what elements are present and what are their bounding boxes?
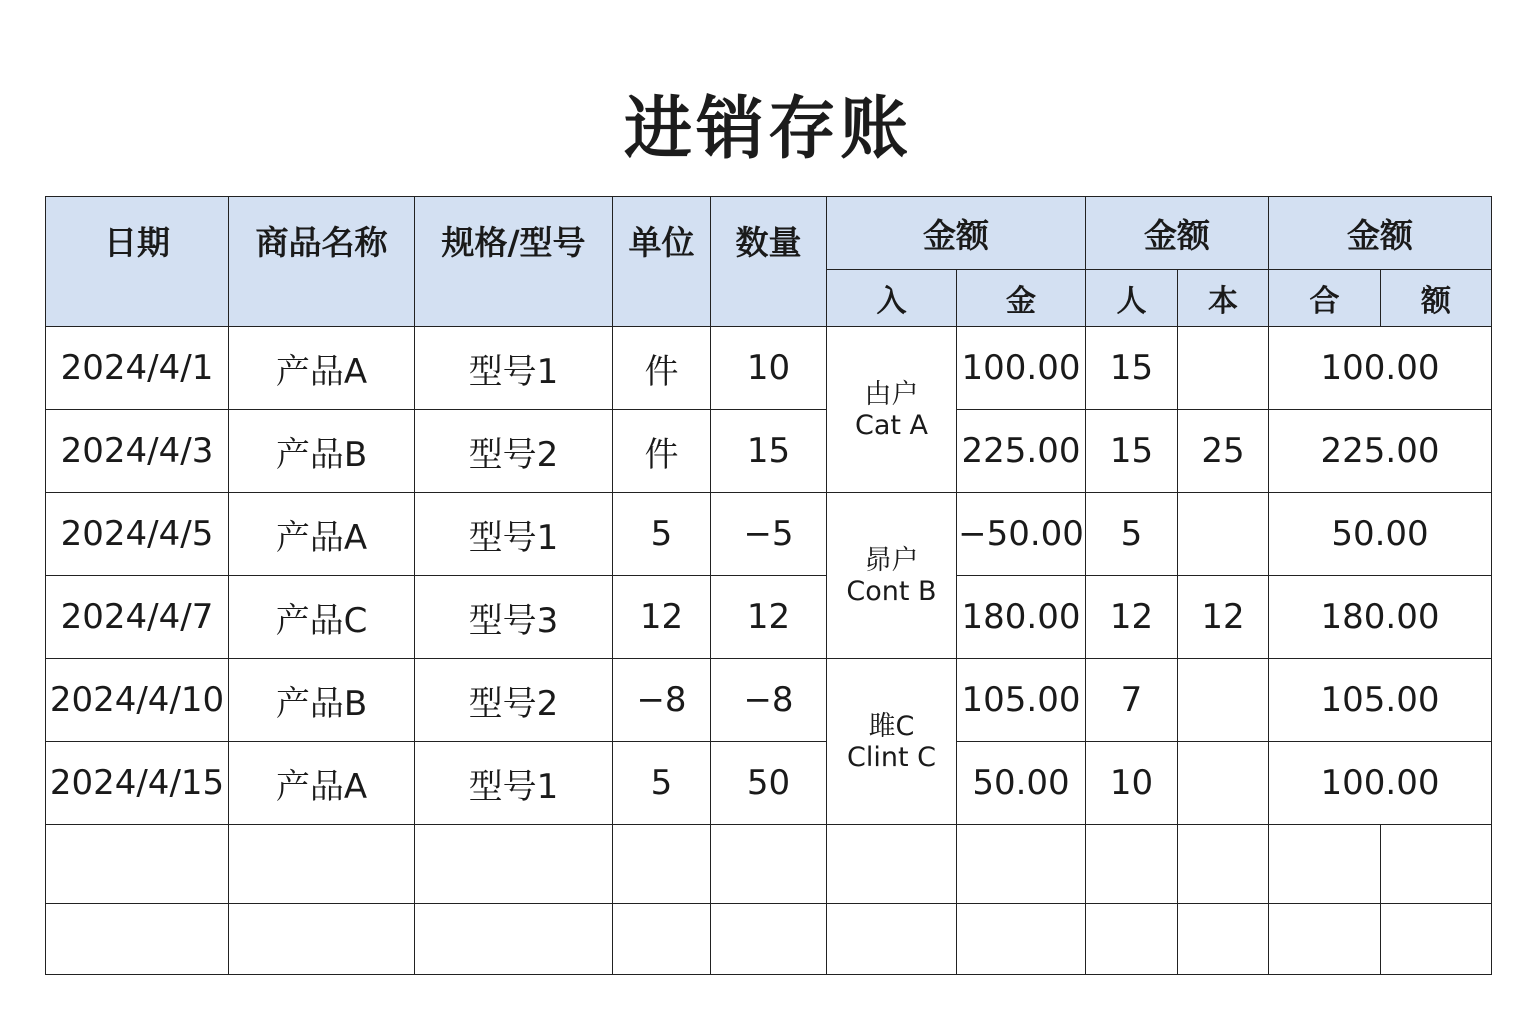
cell-product: 产品B bbox=[229, 410, 415, 493]
customer-en: Clint C bbox=[847, 741, 936, 773]
cell-model: 型号2 bbox=[415, 659, 613, 742]
table-row bbox=[46, 576, 1492, 659]
cell-total: 180.00 bbox=[1269, 576, 1492, 659]
header-amount-group-2: 金额 bbox=[1086, 197, 1269, 270]
cell-model: 型号3 bbox=[415, 576, 613, 659]
cell-qty: −8 bbox=[711, 659, 827, 742]
empty-cell bbox=[711, 904, 827, 975]
cell-in: 10 bbox=[1086, 742, 1178, 825]
cell-product: 产品A bbox=[229, 493, 415, 576]
cell-cost bbox=[1178, 742, 1269, 825]
cell-model: 型号2 bbox=[415, 410, 613, 493]
cell-product: 产品B bbox=[229, 659, 415, 742]
empty-row bbox=[46, 825, 1492, 904]
cell-unit: 件 bbox=[613, 327, 711, 410]
cell-product: 产品C bbox=[229, 576, 415, 659]
cell-total: 105.00 bbox=[1269, 659, 1492, 742]
cell-amount: 100.00 bbox=[957, 327, 1086, 410]
table-row bbox=[46, 659, 1492, 742]
header-date: 日期 bbox=[46, 197, 229, 327]
header-sub-cost: 本 bbox=[1178, 270, 1269, 327]
header-quantity: 数量 bbox=[711, 197, 827, 327]
cell-product: 产品A bbox=[229, 742, 415, 825]
cell-amount: 225.00 bbox=[957, 410, 1086, 493]
customer-cn: 雎C bbox=[868, 710, 915, 742]
cell-cost bbox=[1178, 327, 1269, 410]
header-unit: 单位 bbox=[613, 197, 711, 327]
cell-total: 100.00 bbox=[1269, 742, 1492, 825]
empty-row bbox=[46, 904, 1492, 975]
customer-en: Cat A bbox=[854, 409, 929, 441]
empty-cell bbox=[229, 825, 415, 904]
cell-in: 7 bbox=[1086, 659, 1178, 742]
empty-cell bbox=[46, 825, 229, 904]
header-amount-group-3: 金额 bbox=[1269, 197, 1492, 270]
table-row bbox=[46, 493, 1492, 576]
cell-qty: 12 bbox=[711, 576, 827, 659]
cell-product: 产品A bbox=[229, 327, 415, 410]
cell-date: 2024/4/1 bbox=[46, 327, 229, 410]
cell-in: 15 bbox=[1086, 327, 1178, 410]
cell-customer bbox=[827, 493, 957, 659]
header-sub-sum: 额 bbox=[1381, 270, 1492, 327]
cell-cost bbox=[1178, 659, 1269, 742]
cell-amount: −50.00 bbox=[957, 493, 1086, 576]
cell-date: 2024/4/5 bbox=[46, 493, 229, 576]
customer-en: Cont B bbox=[846, 575, 937, 607]
empty-cell bbox=[827, 825, 957, 904]
customer-cn: 甴户 bbox=[864, 378, 919, 410]
cell-customer bbox=[827, 327, 957, 493]
cell-cost: 12 bbox=[1178, 576, 1269, 659]
cell-total: 100.00 bbox=[1269, 327, 1492, 410]
empty-cell bbox=[827, 904, 957, 975]
cell-unit: 12 bbox=[613, 576, 711, 659]
empty-cell bbox=[229, 904, 415, 975]
table-row bbox=[46, 742, 1492, 825]
empty-cell bbox=[957, 904, 1086, 975]
header-spec: 规格/型号 bbox=[415, 197, 613, 327]
cell-date: 2024/4/3 bbox=[46, 410, 229, 493]
cell-qty: 15 bbox=[711, 410, 827, 493]
empty-cell bbox=[1381, 825, 1492, 904]
empty-cell bbox=[1381, 904, 1492, 975]
cell-model: 型号1 bbox=[415, 327, 613, 410]
empty-cell bbox=[711, 825, 827, 904]
cell-amount: 50.00 bbox=[957, 742, 1086, 825]
cell-model: 型号1 bbox=[415, 493, 613, 576]
table-row bbox=[46, 410, 1492, 493]
empty-cell bbox=[415, 904, 613, 975]
cell-cost bbox=[1178, 493, 1269, 576]
cell-unit: 5 bbox=[613, 493, 711, 576]
table-row bbox=[46, 327, 1492, 410]
header-product-name: 商品名称 bbox=[229, 197, 415, 327]
cell-cost: 25 bbox=[1178, 410, 1269, 493]
empty-cell bbox=[957, 825, 1086, 904]
empty-cell bbox=[1086, 904, 1178, 975]
cell-customer bbox=[827, 659, 957, 825]
customer-cn: 昴户 bbox=[864, 544, 919, 576]
empty-cell bbox=[1269, 904, 1381, 975]
cell-date: 2024/4/15 bbox=[46, 742, 229, 825]
cell-unit: 件 bbox=[613, 410, 711, 493]
empty-cell bbox=[1178, 825, 1269, 904]
empty-cell bbox=[1269, 825, 1381, 904]
empty-cell bbox=[415, 825, 613, 904]
cell-total: 225.00 bbox=[1269, 410, 1492, 493]
cell-in: 12 bbox=[1086, 576, 1178, 659]
cell-date: 2024/4/7 bbox=[46, 576, 229, 659]
empty-cell bbox=[1178, 904, 1269, 975]
empty-cell bbox=[613, 825, 711, 904]
cell-unit: −8 bbox=[613, 659, 711, 742]
cell-unit: 5 bbox=[613, 742, 711, 825]
header-sub-total: 合 bbox=[1269, 270, 1381, 327]
cell-total: 50.00 bbox=[1269, 493, 1492, 576]
page-title: 进销存账 bbox=[623, 90, 912, 169]
empty-cell bbox=[613, 904, 711, 975]
ledger-table bbox=[45, 196, 1492, 975]
header-sub-person: 人 bbox=[1086, 270, 1178, 327]
cell-qty: 10 bbox=[711, 327, 827, 410]
cell-in: 15 bbox=[1086, 410, 1178, 493]
cell-qty: −5 bbox=[711, 493, 827, 576]
table-body bbox=[46, 327, 1492, 975]
cell-amount: 105.00 bbox=[957, 659, 1086, 742]
empty-cell bbox=[1086, 825, 1178, 904]
cell-qty: 50 bbox=[711, 742, 827, 825]
cell-in: 5 bbox=[1086, 493, 1178, 576]
table-header bbox=[46, 197, 1492, 327]
cell-date: 2024/4/10 bbox=[46, 659, 229, 742]
header-sub-in: 入 bbox=[827, 270, 957, 327]
empty-cell bbox=[46, 904, 229, 975]
header-sub-amount: 金 bbox=[957, 270, 1086, 327]
cell-model: 型号1 bbox=[415, 742, 613, 825]
cell-amount: 180.00 bbox=[957, 576, 1086, 659]
header-amount-group-1: 金额 bbox=[827, 197, 1086, 270]
